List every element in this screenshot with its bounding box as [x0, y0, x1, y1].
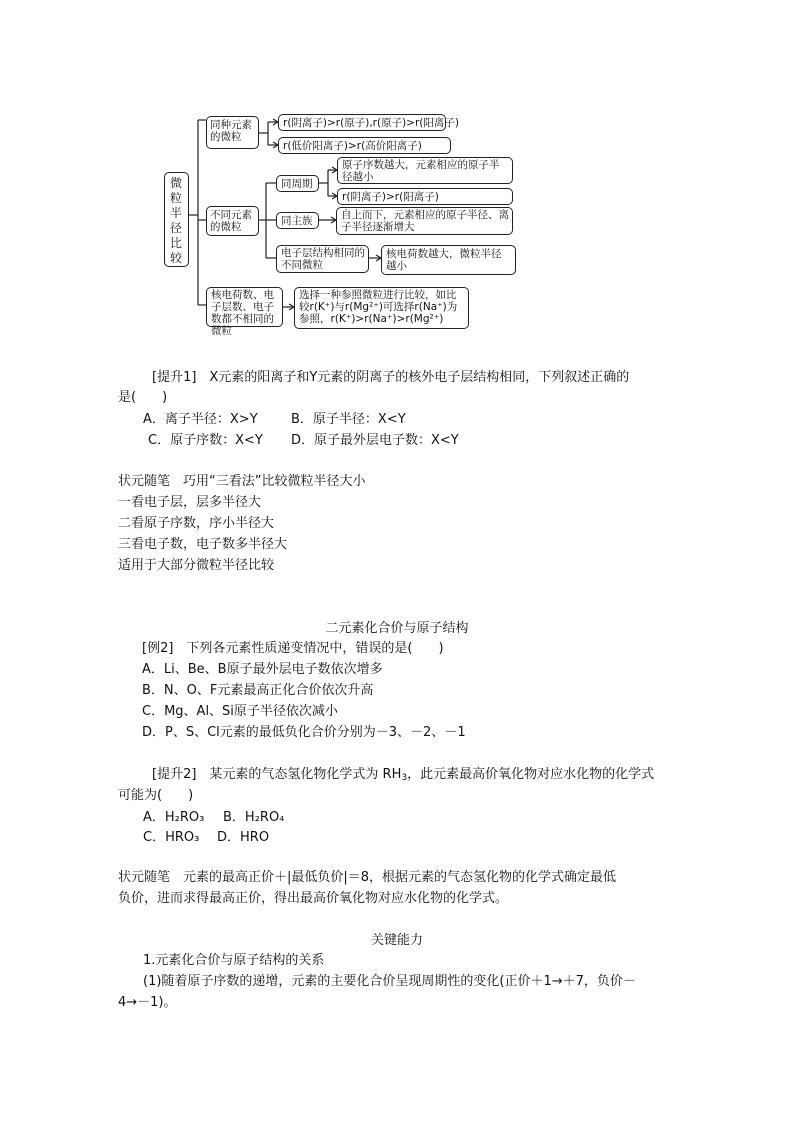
rule-same-period-1-text: 原子序数越大，元素相应的原子半径越小 [342, 159, 500, 183]
rule-same-element-2 [278, 137, 451, 154]
tisheng1-option-c: C．原子序数：X<Y [148, 433, 263, 448]
example2-option-a: A．Li、Be、B原子最外层电子数依次增多 [142, 662, 383, 677]
branch-all-different-label: 核电荷数、电子层数、电子数都不相同的微粒 [211, 289, 274, 337]
note1-line1: 一看电子层，层多半径大 [118, 495, 262, 510]
tisheng2-stem-sub: 3 [401, 773, 408, 783]
rule-same-element-1-text: r(阴离子)>r(原子),r(原子)>r(阳离子) [283, 117, 459, 129]
tisheng1-option-b: B．原子半径：X<Y [291, 412, 406, 427]
example2-option-c: C．Mg、Al、Si原子半径依次减小 [142, 704, 338, 719]
key-ability-heading-1: 1.元素化合价与原子结构的关系 [143, 953, 325, 968]
branch-all-different [206, 287, 283, 337]
diagram-root-box [164, 172, 189, 267]
example2-stem: [例2] 下列各元素性质递变情况中，错误的是( ) [142, 641, 444, 656]
tisheng2-option-c: C．HRO₃ [143, 830, 200, 845]
key-ability-title: 关键能力 [370, 933, 423, 948]
branch-same-element-label: 同种元素的微粒 [210, 119, 252, 143]
tisheng1-stem-line2: 是( ) [118, 390, 168, 405]
note2-line2: 负价，进而求得最高正价，得出最高价氧化物对应水化物的化学式。 [118, 891, 509, 906]
example2-option-d: D．P、S、Cl元素的最低负化合价分别为－3、－2、－1 [142, 725, 466, 740]
key-ability-para-1a: (1)随着原子序数的递增，元素的主要化合价呈现周期性的变化(正价＋1→＋7，负价－ [143, 974, 636, 989]
tisheng2-option-a: A．H₂RO₃ [143, 810, 205, 825]
rule-same-period-1 [337, 157, 513, 184]
tisheng1-option-d: D．原子最外层电子数：X<Y [291, 433, 459, 448]
node-same-config [276, 245, 369, 273]
node-same-config-label: 电子层结构相同的不同微粒 [281, 247, 365, 271]
tisheng2-option-b: B．H₂RO₄ [223, 810, 285, 825]
node-same-period [276, 175, 319, 192]
node-same-period-label: 同周期 [281, 178, 313, 190]
branch-same-element [206, 116, 259, 149]
example2-option-b: B．N、O、F元素最高正化合价依次升高 [142, 683, 374, 698]
tisheng1-stem-line1: [提升1] X元素的阳离子和Y元素的阴离子的核外电子层结构相同，下列叙述正确的 [152, 370, 630, 385]
rule-same-element-2-text: r(低价阳离子)>r(高价阳离子) [283, 140, 422, 152]
note2-line1: 状元随笔 元素的最高正价＋|最低负价|＝8，根据元素的气态氢化物的化学式确定最低 [118, 870, 617, 885]
branch-diff-element [206, 206, 259, 236]
node-same-group-label: 同主族 [281, 215, 313, 227]
node-same-group [276, 212, 319, 229]
note1-line3: 三看电子数，电子数多半径大 [118, 537, 288, 552]
branch-diff-element-label: 不同元素的微粒 [210, 209, 252, 233]
tisheng1-option-a: A．离子半径：X>Y [143, 412, 258, 427]
rule-same-group-text: 自上而下，元素相应的原子半径、离子半径逐渐增大 [341, 209, 509, 233]
note1-line4: 适用于大部分微粒半径比较 [118, 558, 275, 573]
tisheng2-stem-line1 [152, 766, 654, 787]
rule-same-config-text: 核电荷数越大，微粒半径越小 [386, 248, 502, 272]
tisheng2-stem-line2: 可能为( ) [118, 788, 194, 803]
tisheng2-stem-post: ，此元素最高价氧化物对应水化物的化学式 [407, 767, 655, 782]
rule-same-period-2-text: r(阴离子)>r(阳离子) [342, 191, 439, 203]
rule-same-config [381, 245, 516, 275]
key-ability-para-1b: 4→－1)。 [118, 995, 177, 1010]
section2-title: 二元素化合价与原子结构 [325, 621, 469, 636]
diagram-root-label: 微粒半径比较 [169, 176, 182, 265]
rule-same-group [336, 207, 513, 235]
tisheng2-stem-pre: [提升2] 某元素的气态氢化物化学式为 RH [152, 767, 402, 782]
rule-same-element-1 [278, 114, 459, 131]
note1-line2: 二看原子序数，序小半径大 [118, 516, 275, 531]
rule-all-different [294, 287, 469, 329]
rule-same-period-2 [337, 188, 513, 205]
rule-all-different-text: 选择一种参照微粒进行比较，如比较r(K⁺)与r(Mg²⁺)可选择r(Na⁺)为参照，r(K⁺)>r(Na⁺)>r(Mg²⁺) [299, 289, 458, 325]
tisheng2-option-d: D．HRO [217, 830, 270, 845]
note1-title: 状元随笔 巧用“三看法”比较微粒半径大小 [118, 474, 366, 489]
